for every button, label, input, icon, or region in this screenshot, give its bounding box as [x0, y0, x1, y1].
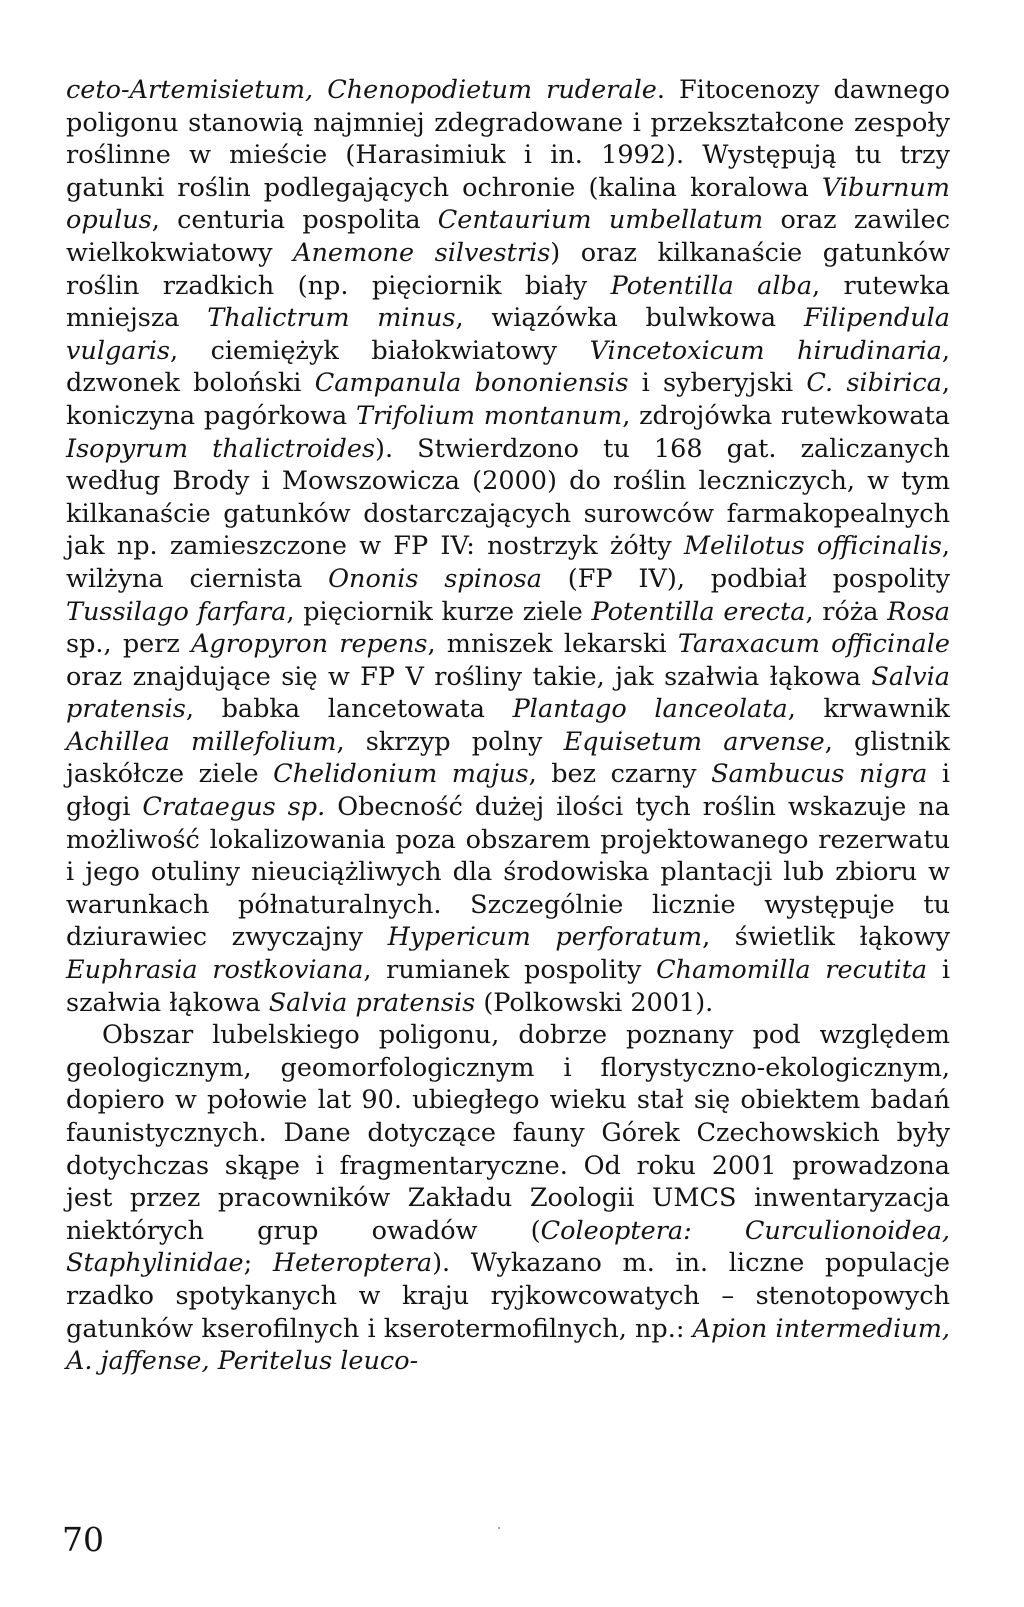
text-run: , centuria pospolita [151, 205, 438, 236]
text-run: , dzwonek boloński [66, 335, 950, 399]
text-run: Obecność dużej ilości tych roślin wskazuje na możliwość lokalizowania poza obszarem projektowanego rezerwatu i jego otuliny nieuciążliwych dla środowiska plantacji lub zbioru w warunkach półnaturalnych. Szczególnie licznie występuje tu dziurawiec zwyczajny [66, 792, 950, 953]
italic-term: Salvia pratensis [268, 987, 476, 1018]
italic-term: Euphrasia rostkoviana [66, 955, 364, 986]
text-run: , zdrojówka rutewkowata [622, 400, 950, 431]
text-run: , pięciornik kurze ziele [286, 596, 592, 627]
text-run: oraz znajdujące się w FP V rośliny takie, jak szałwia łąkowa [66, 661, 872, 692]
text-run: , koniczyna pagórkowa [66, 368, 950, 431]
text-run: , skrzyp polny [336, 726, 564, 757]
text-run: i szałwia łąkowa [66, 955, 950, 1018]
text-run: i głogi [66, 759, 950, 823]
italic-term: Isopyrum thalictroides [66, 433, 376, 464]
italic-term: Taraxacum officinale [677, 629, 950, 660]
italic-term: Equisetum arvense [563, 726, 825, 757]
italic-term: Achillea millefolium [66, 726, 337, 757]
italic-term: Centaurium umbellatum [437, 205, 764, 236]
italic-term: Trifolium montanum [355, 400, 623, 431]
page-number: 70 [62, 1520, 104, 1559]
italic-term: ceto-Artemisietum, Chenopodietum ruderale [66, 75, 657, 105]
italic-term: Thalictrum minus [207, 303, 456, 334]
italic-term: Campanula bononiensis [314, 368, 629, 399]
text-run: sp., perz [66, 629, 192, 660]
italic-term: Potentilla alba [610, 270, 813, 301]
text-run: (FP IV), podbiał pospolity [541, 563, 950, 594]
italic-term: Vincetoxicum hirudinaria [589, 335, 942, 366]
text-run: , świetlik łąkowy [702, 922, 950, 953]
text-run: ). Stwierdzono tu 168 gat. zaliczanych według Brody i Mowszowicza (2000) do roślin leczniczych, w tym kilkanaście gatunków dostarczających surowców farmakopealnych jak np. zamieszczone w FP IV: nostrzyk żółty [66, 433, 950, 562]
text-run: . Fitocenozy dawnego poligonu stanowią najmniej zdegradowane i przekształcone zespoły roślinne w mieście (Harasimiuk i in. 1992). Występują tu trzy gatunki roślin podlegających ochronie (kalina koralowa [66, 75, 950, 203]
text-run: ) oraz kilkanaście gatunków roślin rzadkich (np. pięciornik biały [66, 237, 951, 301]
italic-term: Agropyron repens [191, 629, 428, 660]
italic-term: Hypericum perforatum [387, 922, 703, 953]
italic-term: Ononis spinosa [328, 563, 542, 594]
italic-term: Plantago lanceolata [512, 694, 788, 725]
text-run: , glistnik jaskółcze ziele [66, 726, 950, 790]
italic-term: Filipendula vulgaris [66, 303, 950, 366]
paragraph [66, 74, 950, 1019]
text-run: , róża [805, 596, 888, 627]
italic-term: Viburnum opulus [66, 172, 950, 236]
text-run: , mniszek lekarski [427, 629, 678, 660]
italic-term: Potentilla erecta [591, 596, 806, 627]
italic-term: Crataegus sp. [142, 792, 326, 823]
text-run: , bez czarny [528, 759, 712, 790]
italic-term: Rosa [887, 596, 950, 627]
italic-term: Heteroptera [272, 1248, 433, 1279]
italic-term: Apion intermedium, A. jaffense, Peritelus leuco- [66, 1313, 950, 1377]
text-run: , rumianek pospolity [363, 955, 657, 986]
scan-speck [498, 1527, 500, 1529]
italic-term: Salvia pratensis [66, 661, 950, 725]
text-run: oraz zawilec wielkokwiatowy [66, 205, 950, 268]
text-run: , ciemiężyk białokwiatowy [169, 335, 590, 366]
italic-term: Coleoptera: Curculionoidea, Staphylinidae [66, 1215, 951, 1279]
text-run: , krwawnik [787, 694, 950, 725]
text-run: ; [243, 1248, 273, 1279]
text-run: i syberyjski [628, 368, 807, 399]
text-run: , babka lancetowata [185, 694, 513, 725]
italic-term: Tussilago farfara [66, 596, 287, 627]
paragraph [66, 1019, 950, 1378]
italic-term: Sambucus nigra [711, 759, 928, 790]
text-run: , wilżyna ciernista [66, 531, 951, 594]
text-run: , rutewka mniejsza [66, 270, 950, 334]
italic-term: Melilotus officinalis [683, 531, 942, 562]
text-run: (Polkowski 2001). [475, 987, 714, 1018]
italic-term: Chamomilla recutita [656, 955, 928, 986]
text-run: Obszar lubelskiego poligonu, dobrze poznany pod względem geologicznym, geomorfologicznym i florystyczno-ekologicznym, dopiero w połowie lat 90. ubiegłego wieku stał się obiektem badań faunistycznych. Dane dotyczące fauny Górek Czechowskich były dotychczas skąpe i fragmentaryczne. Od roku 2001 prowadzona jest przez pracowników Zakładu Zoologii UMCS inwentaryzacja niektórych grup owadów ( [66, 1020, 950, 1246]
italic-term: Anemone silvestris [293, 237, 551, 268]
body-text [66, 74, 950, 1378]
text-run: , wiązówka bulwkowa [455, 303, 804, 334]
italic-term: C. sibirica [806, 368, 942, 399]
italic-term: Chelidonium majus [273, 759, 529, 790]
text-run: ). Wykazano m. in. liczne populacje rzadko spotykanych w kraju ryjkowcowatych – stenotopowych gatunków kserofilnych i kserotermofilnych, np.: [66, 1248, 951, 1344]
